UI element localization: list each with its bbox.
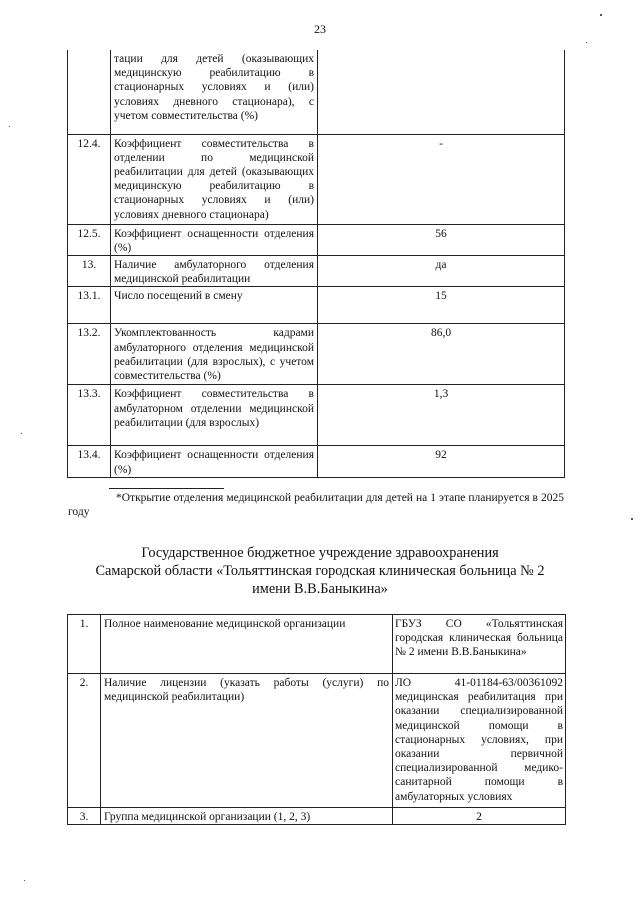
row-description: Полное наименование медицинской организации xyxy=(101,615,393,674)
rehab-indicators-table xyxy=(67,50,565,478)
row-number: 13.4. xyxy=(68,446,111,477)
heading-line: имени В.В.Баныкина» xyxy=(252,581,388,597)
table-row xyxy=(68,324,565,385)
row-description: Наличие амбулаторного отделения медицинской реабилитации xyxy=(111,255,318,286)
row-description: Коэффициент оснащенности отделения (%) xyxy=(111,446,318,477)
row-number: 3. xyxy=(68,808,101,825)
row-value: 86,0 xyxy=(318,324,565,385)
row-description: Коэффициент совместительства в амбулаторном отделении медицинской реабилитации (для взрослых) xyxy=(111,385,318,446)
row-number: 2. xyxy=(68,674,101,808)
table-row xyxy=(68,808,566,825)
row-value: 92 xyxy=(318,446,565,477)
row-value: 15 xyxy=(318,287,565,324)
page-number: 23 xyxy=(314,22,326,36)
row-value: да xyxy=(318,255,565,286)
row-number: 13.3. xyxy=(68,385,111,446)
table-row xyxy=(68,224,565,255)
row-value: ЛО 41-01184-63/00361092 медицинская реабилитация при оказании специализированной медицинской помощи в стационарных условиях, при оказании первичной специализированной медико-санитарной помощи в амбулаторных условиях xyxy=(393,674,566,808)
table-row xyxy=(68,255,565,286)
row-number: 12.4. xyxy=(68,134,111,224)
row-description: Коэффициент совместительства в отделении по медицинской реабилитации для детей (оказывающих медицинскую реабилитацию в стационарных условиях и (или) условиях дневного стационара) xyxy=(111,134,318,224)
heading-line: Самарской области «Тольяттинская городская клиническая больница № 2 xyxy=(95,563,545,579)
row-value: - xyxy=(318,134,565,224)
row-description: тации для детей (оказывающих медицинскую реабилитацию в стационарных условиях и (или) условиях дневного стационара), с учетом совместительства (%) xyxy=(111,50,318,134)
row-description: Число посещений в смену xyxy=(111,287,318,324)
row-number xyxy=(68,50,111,134)
footnote-divider xyxy=(109,488,224,489)
scan-speck xyxy=(600,14,602,16)
table-row xyxy=(68,674,566,808)
row-description: Наличие лицензии (указать работы (услуги) по медицинской реабилитации) xyxy=(101,674,393,808)
table-row xyxy=(68,615,566,674)
row-number: 13. xyxy=(68,255,111,286)
footnote: *Открытие отделения медицинской реабилитации для детей на 1 этапе планируется в 2025 году xyxy=(68,492,564,518)
row-number: 13.1. xyxy=(68,287,111,324)
table-row xyxy=(68,134,565,224)
row-description: Коэффициент оснащенности отделения (%) xyxy=(111,224,318,255)
row-description: Группа медицинской организации (1, 2, 3) xyxy=(101,808,393,825)
scan-speck xyxy=(631,518,633,520)
row-number: 1. xyxy=(68,615,101,674)
row-number: 12.5. xyxy=(68,224,111,255)
table-row xyxy=(68,385,565,446)
row-number: 13.2. xyxy=(68,324,111,385)
organization-table xyxy=(67,614,566,825)
table-row xyxy=(68,50,565,134)
heading-line: Государственное бюджетное учреждение здравоохранения xyxy=(141,545,499,561)
scan-speck xyxy=(21,433,22,434)
table-row xyxy=(68,287,565,324)
row-description: Укомплектованность кадрами амбулаторного отделения медицинской реабилитации (для взрослых), с учетом совместительства (%) xyxy=(111,324,318,385)
table-row xyxy=(68,446,565,477)
row-value: 1,3 xyxy=(318,385,565,446)
section-heading xyxy=(60,544,580,598)
row-value: 2 xyxy=(393,808,566,825)
scan-speck xyxy=(586,42,587,43)
scan-speck xyxy=(24,880,25,881)
row-value xyxy=(318,50,565,134)
row-value: ГБУЗ СО «Тольяттинская городская клиническая больница № 2 имени В.В.Баныкина» xyxy=(393,615,566,674)
scan-speck xyxy=(9,126,10,127)
row-value: 56 xyxy=(318,224,565,255)
